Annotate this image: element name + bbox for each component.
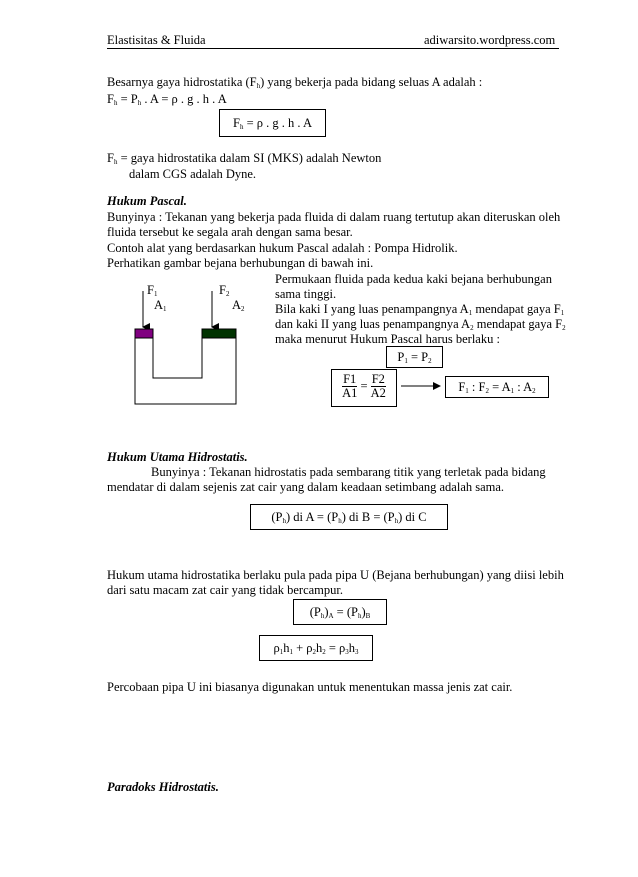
hydro-formula-box: $F_h = \rho$ . g . h . A bbox=[219, 109, 326, 137]
header-title: Elastisitas & Fluida bbox=[107, 33, 206, 47]
pascal-ratio-box: $F_1$ : $F_2 = A_1$ : $A_2$ bbox=[445, 376, 549, 398]
header-site: adiwarsito.wordpress.com bbox=[424, 33, 556, 47]
u-tube-pressure-box: $(P_h)_A = (P_h)_B$ bbox=[293, 599, 387, 625]
pascal-pressure-box: $P_1 = P_2$ bbox=[386, 346, 443, 368]
pascal-line1: Bunyinya : Tekanan yang bekerja pada fluida di dalam ruang tertutup akan diteruskan oleh bbox=[107, 210, 561, 224]
main-law-line1: Bunyinya : Tekanan hidrostatis pada sembarang titik yang terletak pada bidang bbox=[151, 465, 546, 479]
pascal-fraction-box: $\frac{F1}{A1}$ = $\frac{F2}{A2}$ bbox=[331, 369, 397, 407]
pascal-heading: Hukum Pascal. bbox=[107, 194, 187, 208]
pascal-right-line3: Bila kaki I yang luas penampangnya $A_1$ mendapat gaya $F_1$ bbox=[275, 302, 565, 317]
pascal-right-line5: maka menurut Hukum Pascal harus berlaku : bbox=[275, 332, 500, 346]
label-F1: $F_1$ bbox=[147, 283, 158, 298]
hydro-equation: $F_h = P_h$ . A = ρ . g . h . A bbox=[107, 92, 227, 107]
u-tube-density-box: $\rho_1h_1 + \rho_2h_2 = \rho_3h_3$ bbox=[259, 635, 373, 661]
pascal-line4: Perhatikan gambar bejana berhubungan di bawah ini. bbox=[107, 256, 374, 270]
u-tube-line1: Hukum utama hidrostatika berlaku pula pada pipa U (Bejana berhubungan) yang diisi lebih bbox=[107, 568, 564, 582]
main-law-box: $(P_h)$ di $A = (P_h)$ di $B = (P_h)$ di C bbox=[250, 504, 448, 530]
pascal-right-line4: dan kaki II yang luas penampangnya $A_2$ mendapat gaya $F_2$ bbox=[275, 317, 566, 332]
pascal-line3: Contoh alat yang berdasarkan hukum Pascal adalah : Pompa Hidrolik. bbox=[107, 241, 458, 255]
paradox-heading: Paradoks Hidrostatis. bbox=[107, 780, 219, 794]
u-tube-note: Percobaan pipa U ini biasanya digunakan untuk menentukan massa jenis zat cair. bbox=[107, 680, 513, 694]
main-law-heading: Hukum Utama Hidrostatis. bbox=[107, 450, 248, 464]
hydro-intro: Besarnya gaya hidrostatika $(F_h)$ yang bekerja pada bidang seluas A adalah : bbox=[107, 75, 483, 90]
pascal-line2: fluida tersebut ke segala arah dengan sama besar. bbox=[107, 225, 353, 239]
pascal-right-line1: Permukaan fluida pada kedua kaki bejana berhubungan bbox=[275, 272, 552, 286]
hydro-definition: $F_h$ = gaya hidrostatika dalam SI (MKS) adalah Newton bbox=[107, 151, 382, 166]
main-law-line2: mendatar di dalam sejenis zat cair yang dalam keadaan setimbang adalah sama. bbox=[107, 480, 505, 494]
hydro-definition-cgs: dalam CGS adalah Dyne. bbox=[129, 167, 257, 181]
label-F2: $F_2$ bbox=[219, 283, 230, 298]
label-A1: $A_1$ bbox=[154, 298, 167, 313]
u-tube-line2: dari satu macam zat cair yang tidak bercampur. bbox=[107, 583, 344, 597]
label-A2: $A_2$ bbox=[232, 298, 245, 313]
pascal-right-line2: sama tinggi. bbox=[275, 287, 337, 301]
